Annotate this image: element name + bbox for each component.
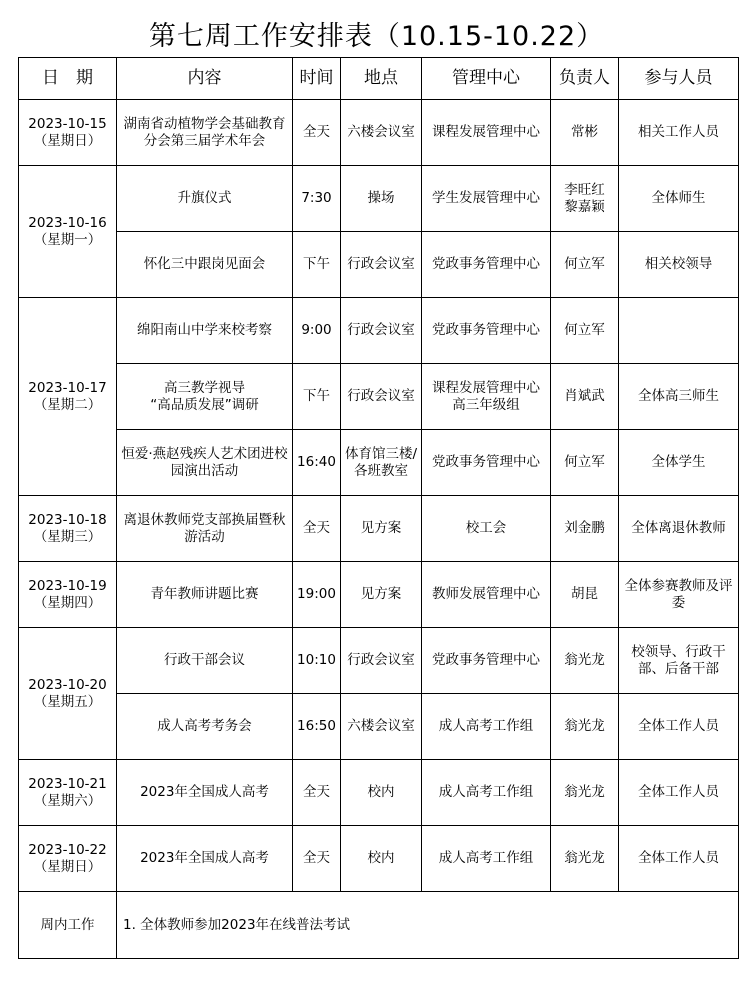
- owner-cell: 翁光龙: [551, 694, 619, 760]
- time-cell: 全天: [293, 826, 341, 892]
- content-cell: 2023年全国成人高考: [117, 760, 293, 826]
- owner-cell: 常彬: [551, 100, 619, 166]
- participants-cell: [619, 298, 739, 364]
- table-row: [19, 298, 739, 364]
- participants-cell: 全体师生: [619, 166, 739, 232]
- center-cell: 学生发展管理中心: [422, 166, 551, 232]
- date-cell: 2023-10-15 （星期日）: [19, 100, 117, 166]
- content-cell: 青年教师讲题比赛: [117, 562, 293, 628]
- table-row: [19, 496, 739, 562]
- time-cell: 全天: [293, 496, 341, 562]
- date-cell: 2023-10-20 （星期五）: [19, 628, 117, 760]
- place-cell: 行政会议室: [341, 628, 422, 694]
- header-place: 地点: [341, 58, 422, 100]
- place-cell: 见方案: [341, 496, 422, 562]
- content-cell: 成人高考考务会: [117, 694, 293, 760]
- content-cell: 恒爱·燕赵残疾人艺术团进校园演出活动: [117, 430, 293, 496]
- header-date: 日 期: [19, 58, 117, 100]
- header-owner: 负责人: [551, 58, 619, 100]
- date-cell: 2023-10-18 （星期三）: [19, 496, 117, 562]
- time-cell: 全天: [293, 760, 341, 826]
- content-cell: 湖南省动植物学会基础教育分会第三届学术年会: [117, 100, 293, 166]
- center-cell: 党政事务管理中心: [422, 298, 551, 364]
- table-row: [19, 430, 739, 496]
- date-cell: 2023-10-17 （星期二）: [19, 298, 117, 496]
- center-cell: 党政事务管理中心: [422, 232, 551, 298]
- schedule-table: [18, 57, 739, 959]
- center-cell: 课程发展管理中心 高三年级组: [422, 364, 551, 430]
- owner-cell: 肖斌武: [551, 364, 619, 430]
- place-cell: 校内: [341, 760, 422, 826]
- place-cell: 行政会议室: [341, 364, 422, 430]
- owner-cell: 刘金鹏: [551, 496, 619, 562]
- table-row: [19, 232, 739, 298]
- time-cell: 10:10: [293, 628, 341, 694]
- owner-cell: 李旺红 黎嘉颖: [551, 166, 619, 232]
- table-row: [19, 694, 739, 760]
- weekly-work-label: 周内工作: [19, 892, 117, 959]
- center-cell: 成人高考工作组: [422, 694, 551, 760]
- place-cell: 六楼会议室: [341, 694, 422, 760]
- center-cell: 课程发展管理中心: [422, 100, 551, 166]
- header-time: 时间: [293, 58, 341, 100]
- place-cell: 六楼会议室: [341, 100, 422, 166]
- participants-cell: 全体参赛教师及评委: [619, 562, 739, 628]
- time-cell: 19:00: [293, 562, 341, 628]
- time-cell: 7:30: [293, 166, 341, 232]
- owner-cell: 翁光龙: [551, 760, 619, 826]
- center-cell: 成人高考工作组: [422, 826, 551, 892]
- time-cell: 全天: [293, 100, 341, 166]
- center-cell: 成人高考工作组: [422, 760, 551, 826]
- participants-cell: 相关工作人员: [619, 100, 739, 166]
- date-cell: 2023-10-19 （星期四）: [19, 562, 117, 628]
- participants-cell: 全体工作人员: [619, 694, 739, 760]
- participants-cell: 全体离退休教师: [619, 496, 739, 562]
- participants-cell: 全体工作人员: [619, 826, 739, 892]
- table-row: [19, 100, 739, 166]
- header-content: 内容: [117, 58, 293, 100]
- participants-cell: 全体工作人员: [619, 760, 739, 826]
- table-row: [19, 562, 739, 628]
- date-cell: 2023-10-22 （星期日）: [19, 826, 117, 892]
- header-center: 管理中心: [422, 58, 551, 100]
- time-cell: 16:40: [293, 430, 341, 496]
- weekly-work-text: 1. 全体教师参加2023年在线普法考试: [117, 892, 739, 959]
- time-cell: 9:00: [293, 298, 341, 364]
- time-cell: 下午: [293, 364, 341, 430]
- table-row: [19, 826, 739, 892]
- place-cell: 行政会议室: [341, 232, 422, 298]
- place-cell: 校内: [341, 826, 422, 892]
- place-cell: 行政会议室: [341, 298, 422, 364]
- content-cell: 高三教学视导 “高品质发展”调研: [117, 364, 293, 430]
- owner-cell: 胡昆: [551, 562, 619, 628]
- content-cell: 离退休教师党支部换届暨秋游活动: [117, 496, 293, 562]
- participants-cell: 全体学生: [619, 430, 739, 496]
- page-title: 第七周工作安排表（10.15-10.22）: [148, 21, 605, 52]
- content-cell: 升旗仪式: [117, 166, 293, 232]
- participants-cell: 相关校领导: [619, 232, 739, 298]
- participants-cell: 校领导、行政干部、后备干部: [619, 628, 739, 694]
- content-cell: 行政干部会议: [117, 628, 293, 694]
- center-cell: 党政事务管理中心: [422, 430, 551, 496]
- date-cell: 2023-10-16 （星期一）: [19, 166, 117, 298]
- center-cell: 校工会: [422, 496, 551, 562]
- owner-cell: 何立军: [551, 232, 619, 298]
- table-row: [19, 628, 739, 694]
- header-row: [19, 58, 739, 100]
- owner-cell: 翁光龙: [551, 628, 619, 694]
- table-row: [19, 364, 739, 430]
- place-cell: 体育馆三楼/各班教室: [341, 430, 422, 496]
- place-cell: 见方案: [341, 562, 422, 628]
- time-cell: 16:50: [293, 694, 341, 760]
- center-cell: 教师发展管理中心: [422, 562, 551, 628]
- owner-cell: 翁光龙: [551, 826, 619, 892]
- date-cell: 2023-10-21 （星期六）: [19, 760, 117, 826]
- table-row: [19, 166, 739, 232]
- owner-cell: 何立军: [551, 430, 619, 496]
- owner-cell: 何立军: [551, 298, 619, 364]
- table-row: [19, 760, 739, 826]
- content-cell: 2023年全国成人高考: [117, 826, 293, 892]
- content-cell: 怀化三中跟岗见面会: [117, 232, 293, 298]
- time-cell: 下午: [293, 232, 341, 298]
- place-cell: 操场: [341, 166, 422, 232]
- participants-cell: 全体高三师生: [619, 364, 739, 430]
- header-participants: 参与人员: [619, 58, 739, 100]
- weekly-work-row: [19, 892, 739, 959]
- content-cell: 绵阳南山中学来校考察: [117, 298, 293, 364]
- center-cell: 党政事务管理中心: [422, 628, 551, 694]
